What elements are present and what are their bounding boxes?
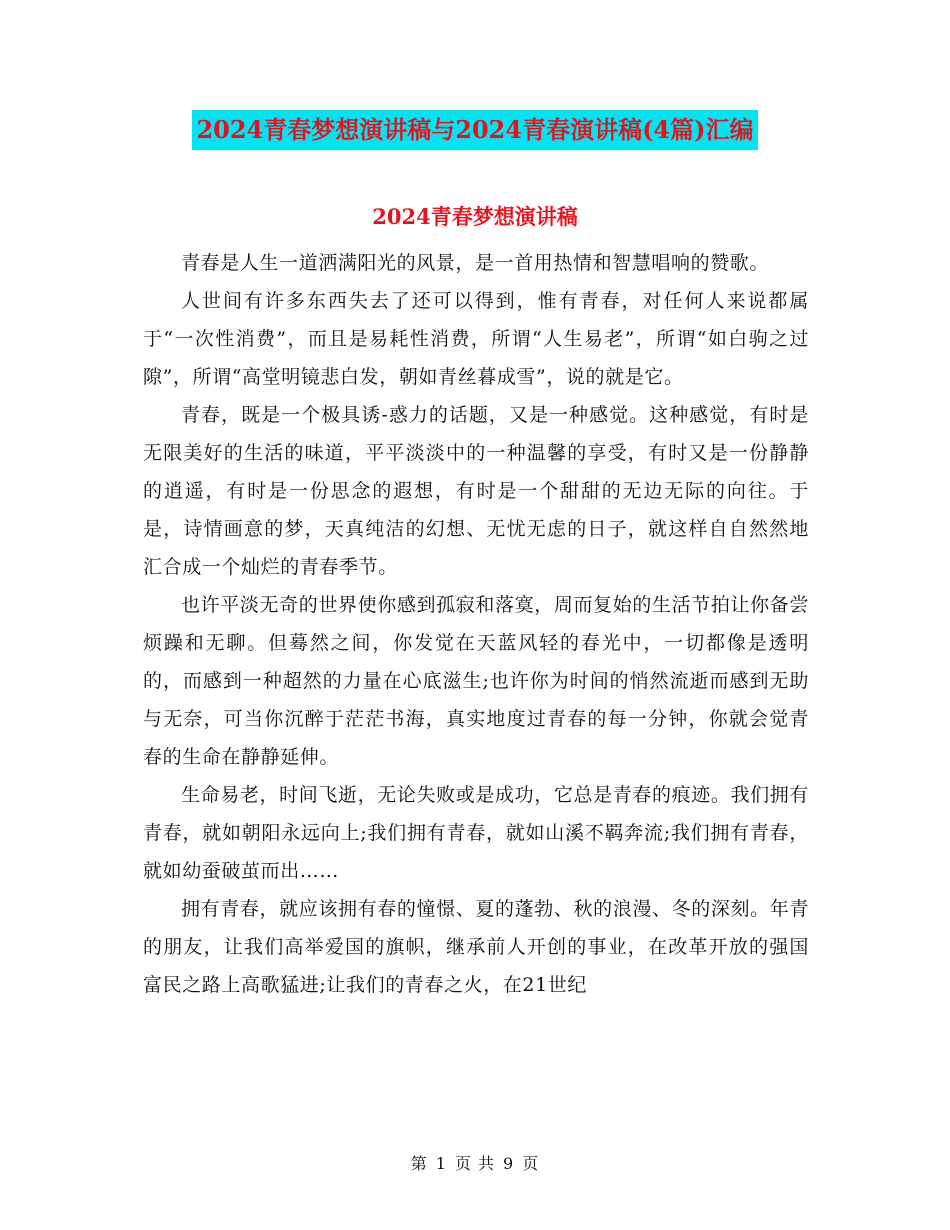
paragraph-2: 人世间有许多东西失去了还可以得到，惟有青春，对任何人来说都属于“一次性消费”，而且是易耗性消费，所谓“人生易老”，所谓“如白驹之过隙”，所谓“高堂明镜悲白发，朝如青丝暮成雪”，说的就是它。 — [143, 290, 809, 388]
paragraph-6: 拥有青春，就应该拥有春的憧憬、夏的蓬勃、秋的浪漫、冬的深刻。年青的朋友，让我们高举爱国的旗帜，继承前人开创的事业，在改革开放的强国富民之路上高歌猛进;让我们的青春之火，在21世纪 — [143, 898, 809, 996]
footer-page-number: 1 — [435, 1154, 447, 1173]
paragraph-3: 青春，既是一个极具诱-惑力的话题，又是一种感觉。这种感觉，有时是无限美好的生活的味道，平平淡淡中的一种温馨的享受，有时又是一份静静的逍遥，有时是一份思念的遐想，有时是一个甜甜的无边无际的向往。于是，诗情画意的梦，天真纯洁的幻想、无忧无虑的日子，就这样自自然然地汇合成一个灿烂的青春季节。 — [143, 404, 809, 578]
paragraph-5: 生命易老，时间飞逝，无论失败或是成功，它总是青春的痕迹。我们拥有青春，就如朝阳永远向上;我们拥有青春，就如山溪不羁奔流;我们拥有青春，就如幼蚕破茧而出…… — [143, 784, 809, 882]
paragraph-4: 也许平淡无奇的世界使你感到孤寂和落寞，周而复始的生活节拍让你备尝烦躁和无聊。但蓦然之间，你发觉在天蓝风轻的春光中，一切都像是透明的，而感到一种超然的力量在心底滋生;也许你为时间的悄然流逝而感到无助与无奈，可当你沉醉于茫茫书海，真实地度过青春的每一分钟，你就会觉青春的生命在静静延伸。 — [143, 594, 809, 768]
footer-prefix: 第 — [410, 1154, 428, 1173]
document-title-wrap — [0, 110, 950, 150]
footer-middle: 页 共 — [454, 1154, 496, 1173]
section-title: 2024青春梦想演讲稿 — [372, 204, 578, 229]
document-title: 2024青春梦想演讲稿与2024青春演讲稿(4篇)汇编 — [192, 110, 757, 150]
page-footer — [0, 1152, 950, 1176]
paragraph-1: 青春是人生一道洒满阳光的风景，是一首用热情和智慧唱响的赞歌。 — [181, 252, 770, 274]
body-text — [143, 244, 809, 1004]
footer-total-pages: 9 — [503, 1154, 515, 1173]
footer-suffix: 页 — [522, 1154, 540, 1173]
